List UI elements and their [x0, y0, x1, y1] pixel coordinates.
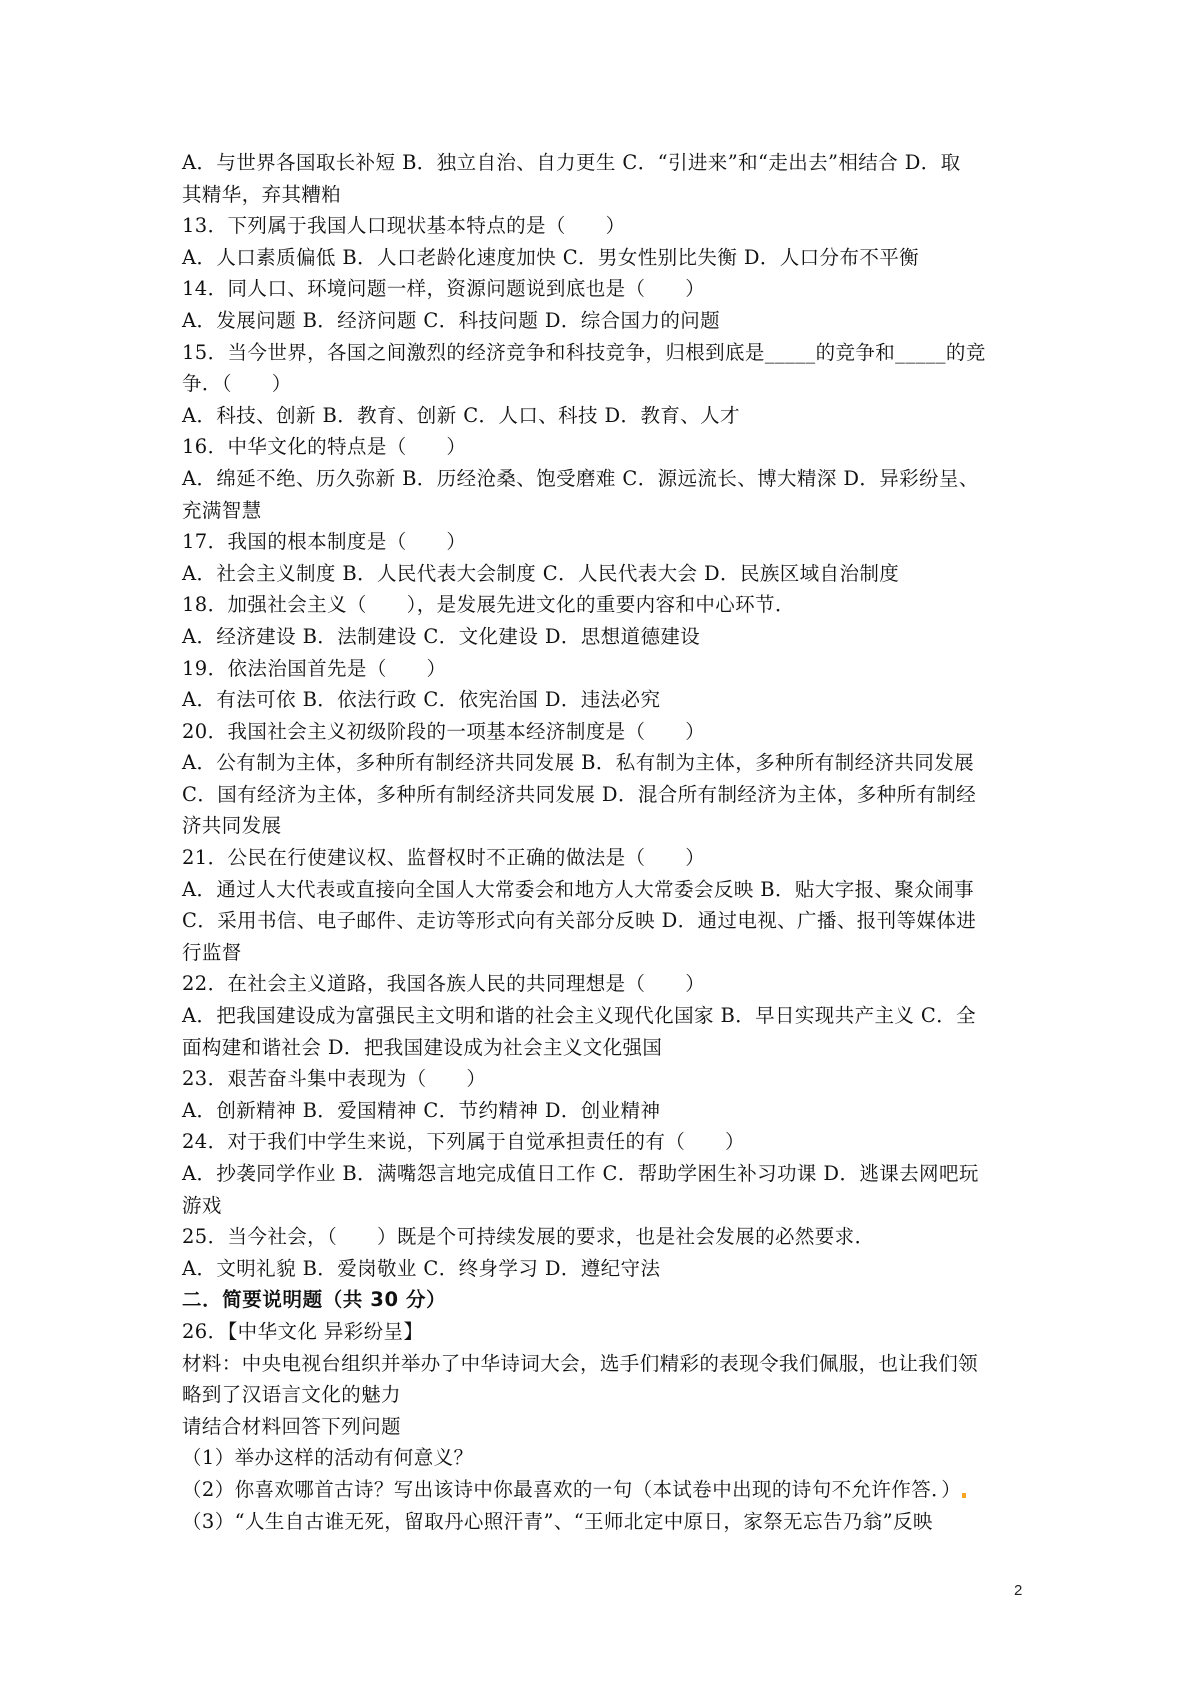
text-line: A．与世界各国取长补短 B．独立自治、自力更生 C．“引进来”和“走出去”相结合 D．取 [182, 151, 961, 174]
text-line: 17．我国的根本制度是（ ） [182, 530, 467, 554]
text-line: A．有法可依 B．依法行政 C．依宪治国 D．违法必究 [182, 688, 661, 712]
text-line: A．通过人大代表或直接向全国人大常委会和地方人大常委会反映 B．贴大字报、聚众闹事 [182, 877, 975, 901]
text-line: 其精华，弃其糟粕 [182, 182, 342, 206]
text-line: A．发展问题 B．经济问题 C．科技问题 D．综合国力的问题 [182, 308, 721, 332]
text-line: 行监督 [182, 940, 242, 964]
text-line: A．科技、创新 B．教育、创新 C．人口、科技 D．教育、人才 [182, 403, 740, 427]
text-line: C．采用书信、电子邮件、走访等形式向有关部分反映 D．通过电视、广播、报刊等媒体进 [182, 909, 977, 933]
question-26-subquestion-2-text: （2）你喜欢哪首古诗？写出该诗中你最喜欢的一句（本试卷中出现的诗句不允许作答．） [182, 1477, 962, 1501]
text-line: 13．下列属于我国人口现状基本特点的是（ ） [182, 214, 626, 238]
text-line: 24．对于我们中学生来说，下列属于自觉承担责任的有（ ） [182, 1130, 745, 1154]
text-line: 面构建和谐社会 D．把我国建设成为社会主义文化强国 [182, 1035, 663, 1059]
question-list [182, 147, 1032, 1284]
text-line: A．把我国建设成为富强民主文明和谐的社会主义现代化国家 B．早日实现共产主义 C．全 [182, 1004, 977, 1028]
text-line: 济共同发展 [182, 814, 282, 838]
question-26-material-line: 材料：中央电视台组织并举办了中华诗词大会，选手们精彩的表现令我们佩服，也让我们领 [182, 1351, 979, 1375]
text-line: 14．同人口、环境问题一样，资源问题说到底也是（ ） [182, 277, 706, 301]
text-line: 争．（ ） [182, 372, 292, 396]
text-line: A．创新精神 B．爱国精神 C．节约精神 D．创业精神 [182, 1098, 661, 1122]
question-26-subquestion-2 [182, 1474, 1032, 1506]
text-line: 21．公民在行使建议权、监督权时不正确的做法是（ ） [182, 846, 706, 870]
text-line: 游戏 [182, 1193, 222, 1217]
text-line: A．文明礼貌 B．爱岗敬业 C．终身学习 D．遵纪守法 [182, 1256, 661, 1280]
text-line: A．人口素质偏低 B．人口老龄化速度加快 C．男女性别比失衡 D．人口分布不平衡 [182, 245, 920, 269]
text-line: 25．当今社会，（ ）既是个可持续发展的要求，也是社会发展的必然要求． [182, 1225, 875, 1249]
question-26-subquestion-3: （3）“人生自古谁无死，留取丹心照汗青”、“王师北定中原日，家祭无忘告乃翁”反映 [182, 1509, 933, 1533]
text-line: 23．艰苦奋斗集中表现为（ ） [182, 1067, 487, 1091]
text-line: A．社会主义制度 B．人民代表大会制度 C．人民代表大会 D．民族区域自治制度 [182, 561, 900, 585]
text-line: 20．我国社会主义初级阶段的一项基本经济制度是（ ） [182, 719, 706, 743]
text-line: 22．在社会主义道路，我国各族人民的共同理想是（ ） [182, 972, 706, 996]
question-26-material-line: 略到了汉语言文化的魅力 [182, 1383, 401, 1407]
question-26-subquestion-1: （1）举办这样的活动有何意义？ [182, 1446, 474, 1470]
text-line: A．公有制为主体，多种所有制经济共同发展 B．私有制为主体，多种所有制经济共同发展 [182, 751, 975, 775]
text-line: A．抄袭同学作业 B．满嘴怨言地完成值日工作 C．帮助学困生补习功课 D．逃课去网吧玩 [182, 1162, 979, 1185]
text-line: 16．中华文化的特点是（ ） [182, 435, 467, 459]
text-line: 充满智慧 [182, 498, 262, 522]
section-heading: 二．简要说明题（共 30 分） [182, 1288, 447, 1312]
text-line: A．绵延不绝、历久弥新 B．历经沧桑、饱受磨难 C．源远流长、博大精深 D．异彩纷呈、 [182, 466, 979, 490]
text-line: 15．当今世界，各国之间激烈的经济竞争和科技竞争，归根到底是_____的竞争和_____的竞 [182, 340, 986, 364]
question-26-instruction: 请结合材料回答下列问题 [182, 1414, 401, 1438]
text-line: A．经济建设 B．法制建设 C．文化建设 D．思想道德建设 [182, 624, 701, 648]
document-page [182, 147, 1032, 1537]
text-line: C．国有经济为主体，多种所有制经济共同发展 D．混合所有制经济为主体，多种所有制经 [182, 782, 977, 806]
text-line: 19．依法治国首先是（ ） [182, 656, 447, 680]
page-number: 2 [1014, 1582, 1023, 1599]
text-line: 18．加强社会主义（ ），是发展先进文化的重要内容和中心环节． [182, 593, 795, 617]
orange-marker-icon [962, 1493, 966, 1498]
question-26-title: 26．【中华文化 异彩纷呈】 [182, 1319, 424, 1343]
